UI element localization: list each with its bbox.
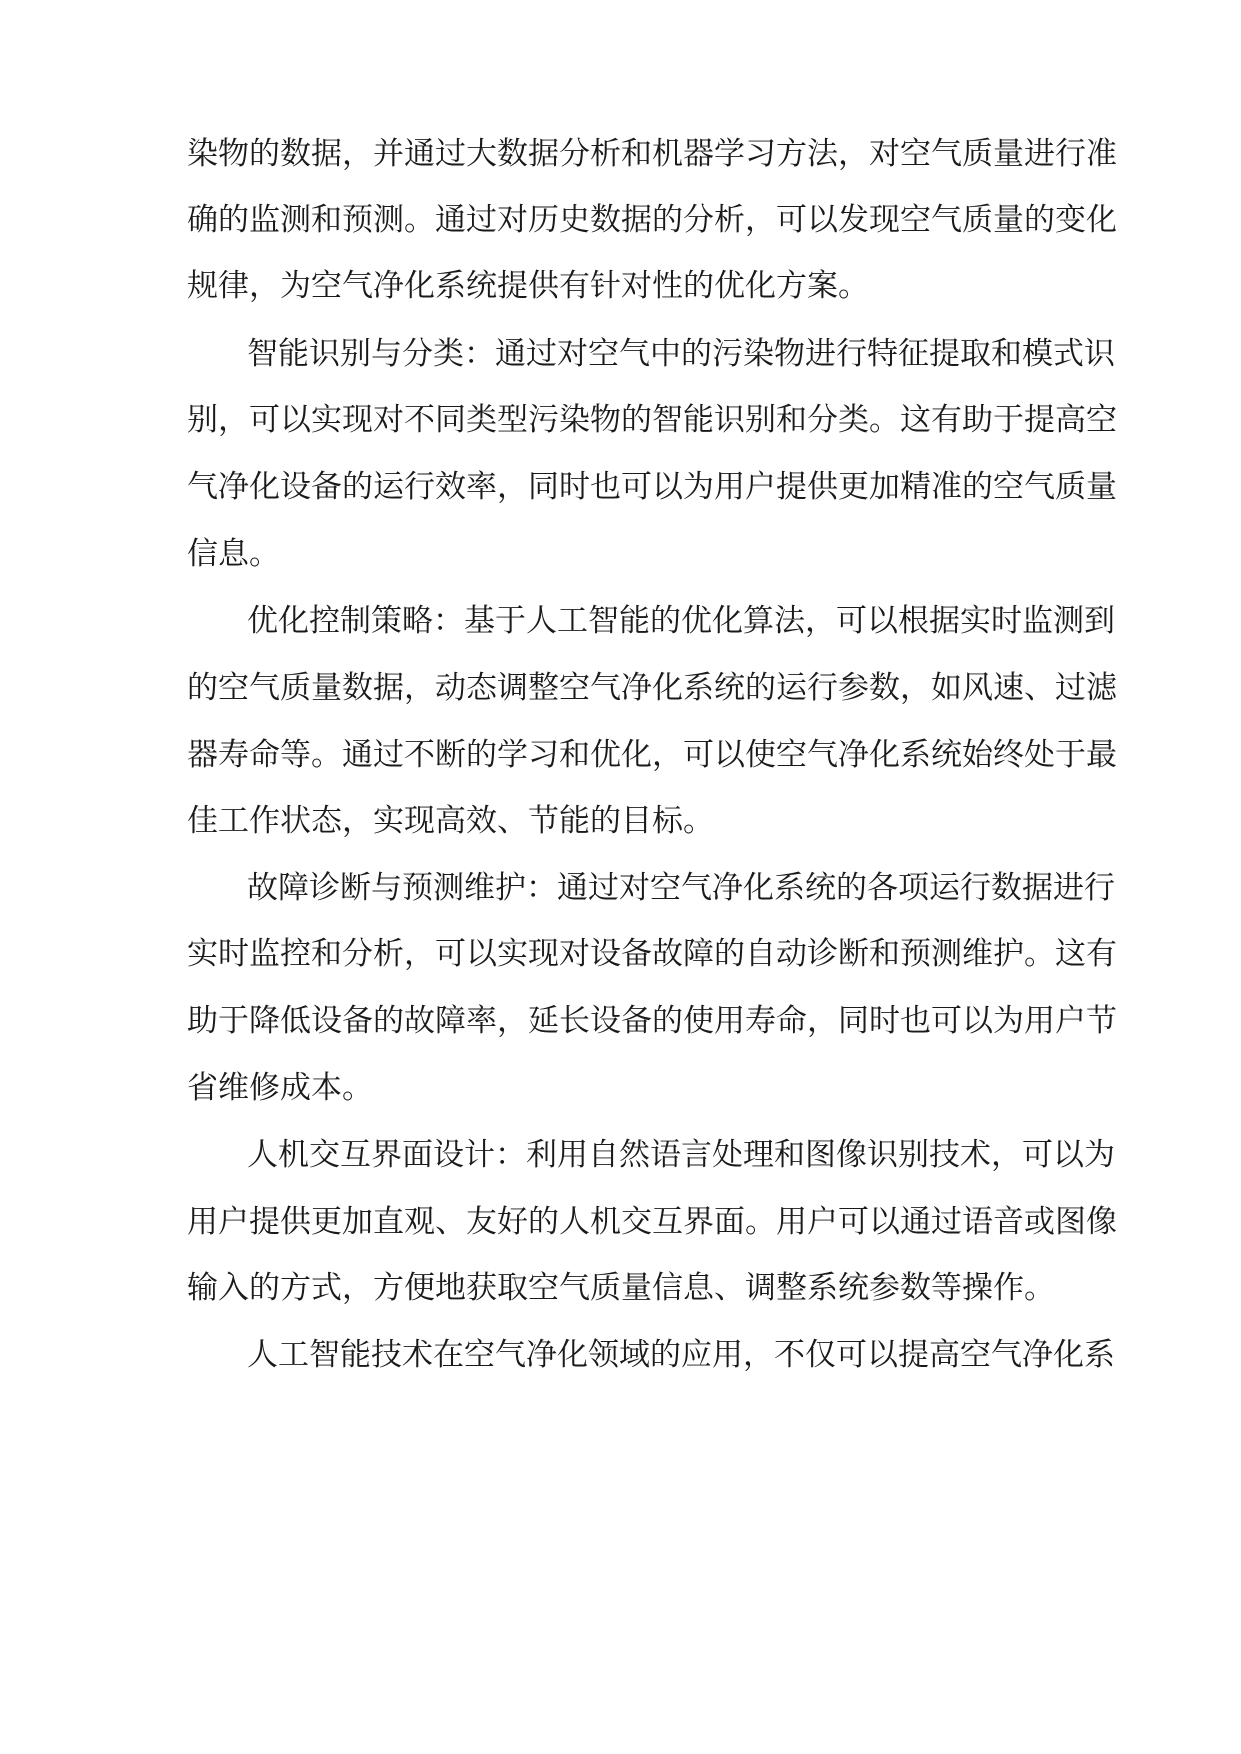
paragraph-line: 确的监测和预测。通过对历史数据的分析，可以发现空气质量的变化 bbox=[187, 202, 1117, 238]
paragraph-line: 器寿命等。通过不断的学习和优化，可以使空气净化系统始终处于最 bbox=[187, 737, 1117, 773]
paragraph-line: 助于降低设备的故障率，延长设备的使用寿命，同时也可以为用户节 bbox=[187, 1003, 1117, 1039]
paragraph-line: 优化控制策略：基于人工智能的优化算法，可以根据实时监测到 bbox=[247, 603, 1115, 639]
paragraph-line: 染物的数据，并通过大数据分析和机器学习方法，对空气质量进行准 bbox=[187, 136, 1117, 172]
paragraph-line: 人工智能技术在空气净化领域的应用，不仅可以提高空气净化系 bbox=[247, 1337, 1115, 1373]
paragraph-line: 佳工作状态，实现高效、节能的目标。 bbox=[187, 803, 714, 839]
paragraph-line: 输入的方式，方便地获取空气质量信息、调整系统参数等操作。 bbox=[187, 1270, 1055, 1306]
paragraph-line: 人机交互界面设计：利用自然语言处理和图像识别技术，可以为 bbox=[247, 1137, 1115, 1173]
paragraph-line: 智能识别与分类：通过对空气中的污染物进行特征提取和模式识 bbox=[247, 336, 1115, 372]
paragraph-line: 气净化设备的运行效率，同时也可以为用户提供更加精准的空气质量 bbox=[187, 469, 1117, 505]
paragraph-line: 信息。 bbox=[187, 536, 280, 572]
paragraph-line: 用户提供更加直观、友好的人机交互界面。用户可以通过语音或图像 bbox=[187, 1204, 1117, 1240]
paragraph-line: 的空气质量数据，动态调整空气净化系统的运行参数，如风速、过滤 bbox=[187, 670, 1117, 706]
paragraph-line: 故障诊断与预测维护：通过对空气净化系统的各项运行数据进行 bbox=[247, 870, 1115, 906]
paragraph-line: 别，可以实现对不同类型污染物的智能识别和分类。这有助于提高空 bbox=[187, 402, 1117, 438]
paragraph-line: 规律，为空气净化系统提供有针对性的优化方案。 bbox=[187, 268, 869, 304]
paragraph-line: 省维修成本。 bbox=[187, 1070, 373, 1106]
paragraph-line: 实时监控和分析，可以实现对设备故障的自动诊断和预测维护。这有 bbox=[187, 936, 1117, 972]
